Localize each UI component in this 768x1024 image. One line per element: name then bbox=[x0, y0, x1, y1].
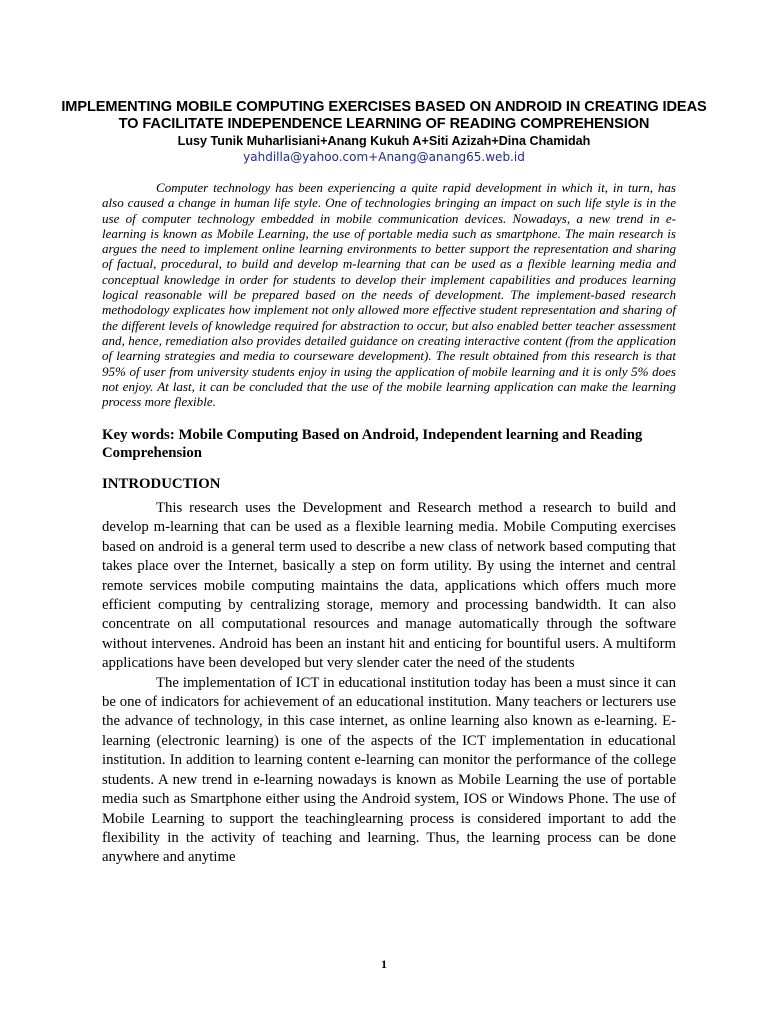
keywords: Key words: Mobile Computing Based on Android, Independent learning and Reading Comprehension bbox=[102, 427, 643, 461]
author-list: Lusy Tunik Muharlisiani+Anang Kukuh A+Siti Azizah+Dina Chamidah bbox=[177, 134, 591, 148]
section-heading-introduction: INTRODUCTION bbox=[102, 476, 221, 492]
paper-title: IMPLEMENTING MOBILE COMPUTING EXERCISES BASED ON ANDROID IN CREATING IDEAS TO FACILITATE INDEPENDENCE LEARNING OF READING COMPREHENSION bbox=[61, 99, 707, 132]
page-number: 1 bbox=[381, 957, 387, 971]
abstract: Computer technology has been experiencing a quite rapid development in which it, in turn, has also caused a change in human life style. One of technologies bringing an impact on such life style is in the use of computer technology embedded in mobile communication devices. Nowadays, a new trend in e-learning is known as Mobile Learning, the use of portable media such as smartphone. The main research is argues the need to implement online learning environments to better support the representation and sharing of factual, procedural, to build and develop m-learning that can be used as a flexible learning media and conceptual knowledge in order for students to develop their implement capabilities and produces learning logical reasonable will be prepared based on the needs of development. The implement-based research methodology explicates how implement not only allowed more effective student representation and sharing of the different levels of knowledge required for abstraction to occur, but also enabled better teacher assessment and, hence, remediation also provides detailed guidance on creating interactive content (from the application of learning strategies and media to courseware development). The result obtained from this research is that 95% of user from university students enjoy in using the application of mobile learning and it is only 5% does not enjoy. At last, it can be concluded that the use of the mobile learning application can make the learning process more flexible. bbox=[102, 180, 676, 410]
introduction-body bbox=[102, 499, 676, 868]
body-paragraph: The implementation of ICT in educational institution today has been a must since it can be one of indicators for achievement of an educational institution. Many teachers or lecturers use the advance of technology, in this case internet, as online learning also known as e-learning. E-learning (electronic learning) is one of the aspects of the ICT implementation in educational institution. In addition to learning content e-learning can monitor the performance of the college students. A new trend in e-learning nowadays is known as Mobile Learning the use of portable media such as Smartphone either using the Android system, IOS or Windows Phone. The use of Mobile Learning to support the teachinglearning process is considered important to add the flexibility in the activity of teaching and learning. Thus, the learning process can be done anywhere and anytime bbox=[102, 674, 676, 866]
author-emails: yahdilla@yahoo.com+Anang@anang65.web.id bbox=[243, 150, 525, 164]
body-paragraph: This research uses the Development and Research method a research to build and develop m-learning that can be used as a flexible learning media. Mobile Computing exercises based on android is a general term used to describe a new class of network based computing that takes place over the Internet, basically a step on form utility. By using the internet and central remote services mobile computing maintains the data, applications which offers much more efficient computing by centralizing storage, memory and processing bandwidth. It can also concentrate on all computational resources and manage automatically through the software without intervenes. Android has been an instant hit and enticing for bountiful users. A multiform applications have been developed but very slender cater the need of the students bbox=[102, 500, 676, 672]
